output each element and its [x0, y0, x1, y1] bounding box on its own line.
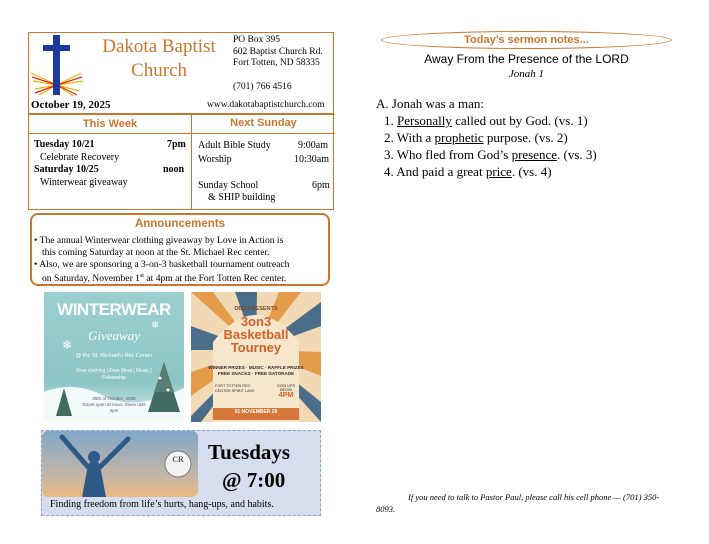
tourney-venue: FORT TOTTEN REC CENTER SPIRIT LAKE: [215, 384, 255, 393]
flyer-presenter: DBC PRESENTS: [234, 306, 278, 312]
event-desc: Winterwear giveaway: [40, 177, 128, 188]
point-text: With a: [396, 130, 435, 145]
church-address: [233, 35, 323, 70]
cr-logo-letters: CR: [172, 455, 184, 464]
point-text: called out by God. (vs. 1): [451, 113, 588, 128]
event-day: Saturday 10/25: [34, 164, 99, 175]
sunday-event-time: 9:00am: [298, 140, 328, 151]
basketball-tourney-flyer: [191, 292, 321, 422]
point-blank: presence: [511, 147, 558, 162]
announcement-line: The annual Winterwear clothing giveaway by Love in Action is: [39, 235, 284, 246]
sermon-main-point: A. Jonah was a man:: [376, 96, 484, 111]
point-number: 3.: [384, 147, 394, 162]
bullet-icon: •: [34, 235, 38, 246]
sermon-point: [384, 147, 597, 163]
tourney-title-line2: Basketball: [223, 327, 289, 342]
ordinal-suffix: st: [139, 272, 144, 279]
tourney-date: 01 NOVEMBER 25: [234, 409, 278, 415]
announcement-line: on Saturday, November 1: [42, 272, 140, 284]
tourney-signup: [271, 384, 301, 399]
tourney-features: [205, 365, 307, 377]
cr-time: @ 7:00: [222, 468, 286, 492]
sermon-notes-banner: Today’s sermon notes...: [381, 31, 672, 49]
winterwear-details: Free clothing | Free Meal | Music | Fellowship: [76, 368, 152, 381]
this-week-heading: This Week: [82, 118, 138, 130]
cr-caption: Finding freedom from life’s hurts, hang-ups, and habits.: [50, 499, 274, 510]
church-name-line2: Church: [131, 60, 187, 81]
event-desc: Celebrate Recovery: [40, 152, 120, 163]
church-website[interactable]: www.dakotabaptistchurch.com: [207, 100, 325, 110]
tourney-title-line1: 3on3: [240, 314, 272, 329]
tourney-title: [191, 315, 321, 354]
tourney-features-line1: WINNER PRIZES · MUSIC · RAFFLE PRIZES: [208, 365, 304, 370]
point-text: And paid a great: [396, 164, 486, 179]
point-text: . (vs. 4): [511, 164, 552, 179]
winterwear-subtitle: Giveaway: [88, 328, 140, 343]
announcement-item: [34, 235, 326, 258]
next-sunday-heading: Next Sunday: [230, 117, 297, 129]
winterwear-date: [79, 396, 149, 414]
address-line3: Fort Totten, ND 58335: [233, 58, 320, 68]
event-time: 7pm: [167, 139, 186, 150]
church-header: [28, 32, 334, 114]
church-name: [89, 35, 229, 83]
winterwear-date-text: 25th of October, 2025: [92, 396, 136, 401]
sunday-event-name: Sunday School: [198, 180, 259, 191]
bulletin-date: October 19, 2025: [31, 99, 111, 111]
announcements-heading: Announcements: [134, 218, 226, 230]
cr-day: Tuesdays: [208, 440, 291, 464]
schedule-box: [28, 114, 334, 210]
tourney-title-line3: Tourney: [230, 340, 282, 355]
winterwear-time-text: Doors open at noon, Gives until 3pm: [82, 402, 146, 413]
announcement-line: this coming Saturday at noon at the St. Michael Rec center.: [42, 246, 270, 258]
tourney-features-line2: FREE SNACKS · FREE GATORADE: [217, 371, 295, 376]
sermon-title: Away From the Presence of the LORD: [424, 52, 629, 66]
address-line2: 602 Baptist Church Rd.: [233, 46, 323, 57]
cr-logo: [163, 449, 193, 479]
point-number: 4.: [384, 164, 394, 179]
sunday-event-time: 10:30am: [294, 154, 329, 165]
point-text: Who fled from God’s: [396, 147, 512, 162]
announcements-box: [30, 213, 330, 286]
snowflake-icon: ❄: [151, 320, 160, 331]
snowflake-icon: ❄: [62, 338, 73, 352]
tourney-signup-time: 4PM: [278, 392, 294, 399]
point-text: purpose. (vs. 2): [483, 130, 568, 145]
celebrate-recovery-banner: [41, 430, 321, 516]
church-phone: (701) 766 4516: [233, 82, 292, 92]
announcement-line: Also, we are sponsoring a 3-on-3 basketball tournament outreach: [39, 259, 290, 270]
cross-sunburst-logo: [29, 33, 89, 97]
announcement-item: [34, 259, 326, 284]
sermon-point: [384, 113, 588, 129]
bullet-icon: •: [34, 259, 38, 270]
winterwear-title: WINTERWEAR: [57, 300, 171, 319]
schedule-heading-rule: [29, 133, 335, 134]
sunday-event-time: 6pm: [312, 180, 330, 191]
pastor-contact-note: If you need to talk to Pastor Paul, please call his cell phone — (701) 350-8093.: [376, 492, 660, 514]
winterwear-location: @ the St. Michael's Rec Center: [75, 353, 153, 359]
announcement-line: at 4pm at the Fort Totten Rec center.: [143, 272, 287, 284]
address-line1: PO Box 395: [233, 35, 280, 45]
point-blank: prophetic: [434, 130, 484, 145]
point-text: . (vs. 3): [557, 147, 597, 162]
event-time: noon: [163, 164, 185, 175]
point-number: 2.: [384, 130, 394, 145]
event-day: Tuesday 10/21: [34, 139, 95, 150]
sunday-event-name: Adult Bible Study: [198, 140, 271, 151]
church-name-line1: Dakota Baptist: [102, 36, 216, 57]
sermon-point: [384, 164, 552, 180]
point-number: 1.: [384, 113, 394, 128]
point-blank: price: [485, 164, 512, 179]
winterwear-flyer: [44, 292, 184, 422]
point-blank: Personally: [397, 113, 452, 128]
sunday-event-name: Worship: [198, 154, 232, 165]
sunday-event-name: & SHIP building: [208, 192, 276, 203]
tourney-signup-label: SIGN UPS BEGIN: [276, 384, 296, 392]
sermon-point: [384, 130, 568, 146]
sermon-reference: Jonah 1: [508, 68, 545, 80]
